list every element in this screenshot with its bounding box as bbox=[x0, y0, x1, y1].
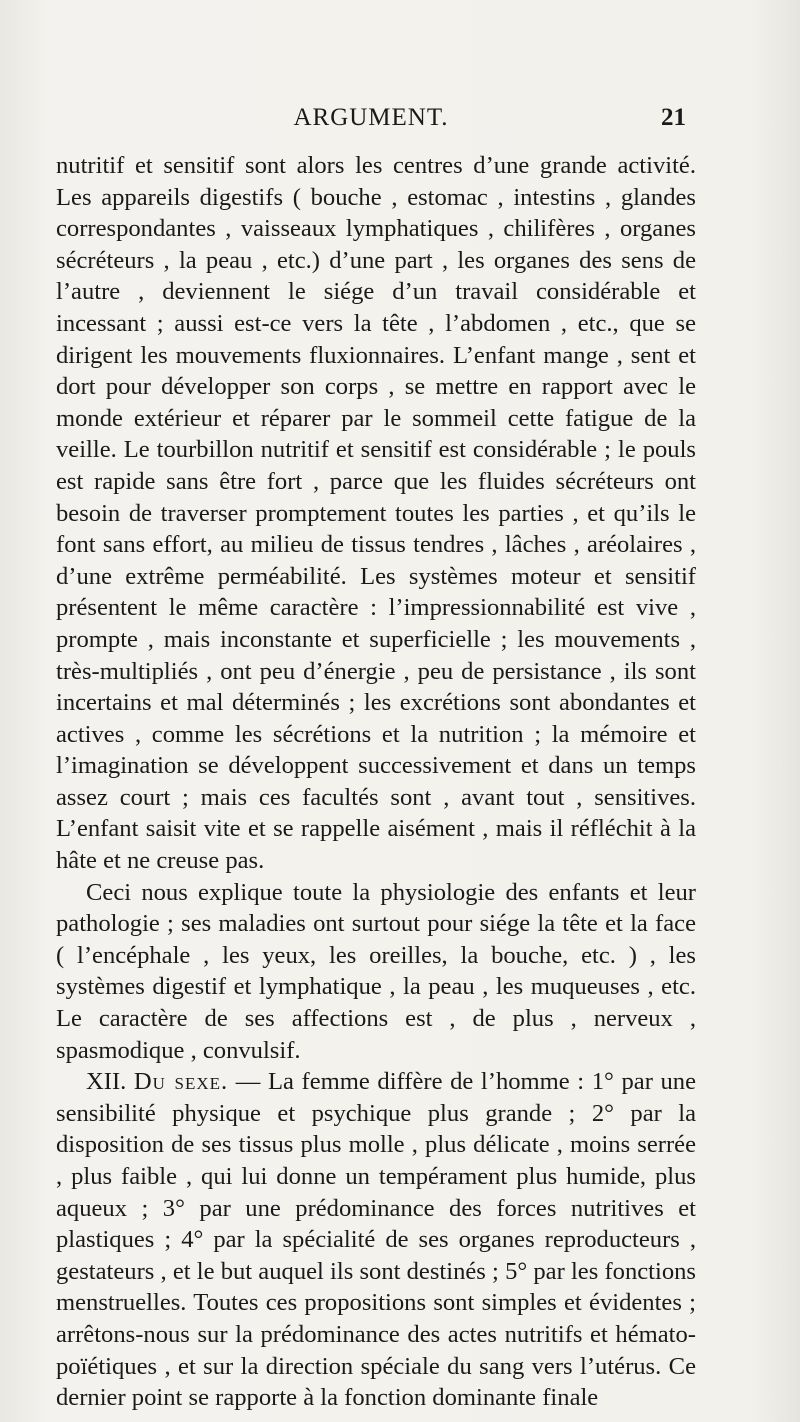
section-title: Du sexe. bbox=[133, 1068, 229, 1096]
section-number: XII. bbox=[86, 1068, 127, 1096]
section-text: — La femme diffère de l’homme : 1° par une sensibilité physique et psychique plus grande ; 2° par la disposition de ses tissus plus molle , plus délicate , moins serrée , plus faible , qui lui donne un tempérament plus humide, plus aqueux ; 3° par une prédominance des forces nutritives et plastiques ; 4° par la spécialité de ses organes reproducteurs , gestateurs , et le but auquel ils sont destinés ; 5° par les fonctions menstruelles. Toutes ces propositions sont simples et évidentes ; arrêtons-nous sur la prédominance des actes nutritifs et hémato-poïétiques , et sur la direction spéciale du sang vers l’utérus. Ce dernier point se rapporte à la fonction dominante finale bbox=[56, 1068, 696, 1412]
paragraph-children-physiology: nutritif et sensitif sont alors les centres d’une grande activité. Les appareils digestifs ( bouche , estomac , intestins , glandes correspondantes , vaisseaux lymphatiques , chilifères , organes sécréteurs , la peau , etc.) d’une part , les organes des sens de l’autre , deviennent le siége d’un travail considérable et incessant ; aussi est-ce vers la tête , l’abdomen , etc., que se dirigent les mouvements fluxionnaires. L’enfant mange , sent et dort pour développer son corps , se mettre en rapport avec le monde extérieur et réparer par le sommeil cette fatigue de la veille. Le tourbillon nutritif et sensitif est considérable ; le pouls est rapide sans être fort , parce que les fluides sécréteurs ont besoin de traverser promptement toutes les parties , et qu’ils le font sans effort, au milieu de tissus tendres , lâches , aréolaires , d’une extrême perméabilité. Les systèmes moteur et sensitif présentent le même caractère : l’impressionnabilité est vive , prompte , mais inconstante et superficielle ; les mouvements , très-multipliés , ont peu d’énergie , peu de persistance , ils sont incertains et mal déterminés ; les excrétions sont abondantes et actives , comme les sécrétions et la nutrition ; la mémoire et l’imagination se développent successivement et dans un temps assez court ; mais ces facultés sont , avant tout , sensitives. L’enfant saisit vite et se rappelle aisément , mais il réfléchit à la hâte et ne creuse pas. bbox=[56, 152, 696, 875]
body-text bbox=[56, 150, 696, 1414]
page-header bbox=[56, 104, 686, 138]
paragraph-section-xii bbox=[56, 1066, 696, 1414]
running-head: ARGUMENT. bbox=[293, 104, 449, 131]
page-number: 21 bbox=[661, 104, 686, 131]
paragraph-children-pathology: Ceci nous explique toute la physiologie des enfants et leur pathologie ; ses maladies ont surtout pour siége la tête et la face ( l’encéphale , les yeux, les oreilles, la bouche, etc. ) , les systèmes digestif et lymphatique , la peau , les muqueuses , etc. Le caractère de ses affections est , de plus , nerveux , spasmodique , convulsif. bbox=[56, 878, 696, 1064]
